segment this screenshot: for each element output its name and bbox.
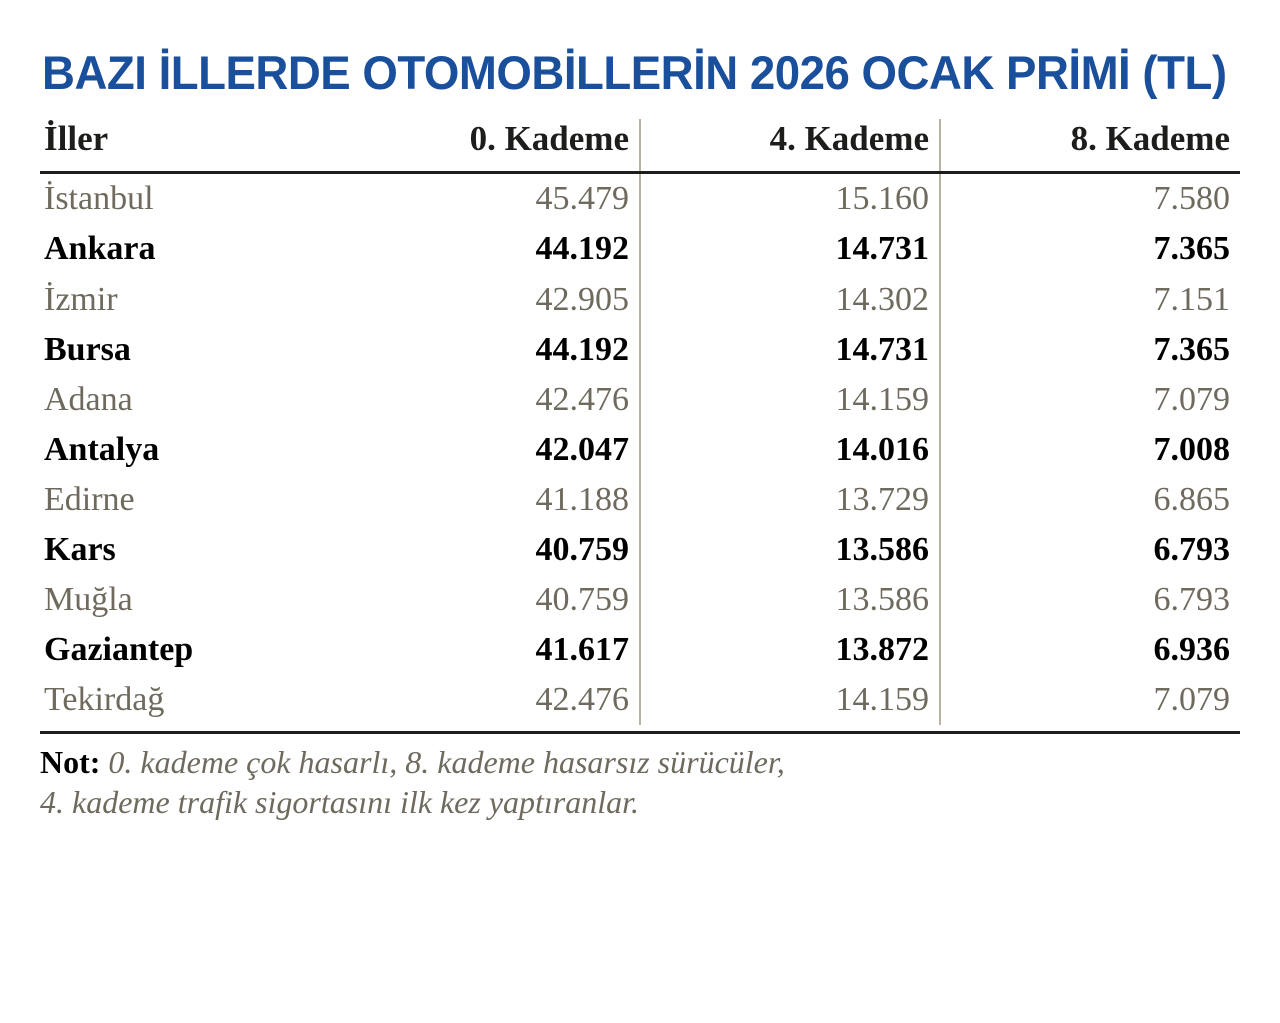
- cell-city: Edirne: [44, 480, 135, 518]
- cell-city: Muğla: [44, 580, 133, 618]
- cell-city: Bursa: [44, 330, 131, 368]
- cell-kademe-8: 7.365: [940, 224, 1240, 274]
- cell-kademe-0: 42.905: [535, 280, 629, 318]
- cell-kademe-0: 44.192: [535, 330, 629, 368]
- cell-kademe-0: 41.617: [535, 631, 629, 669]
- footnote: [40, 742, 1240, 822]
- cell-kademe-8: 7.008: [940, 425, 1240, 475]
- cell-kademe-0: 41.188: [535, 480, 629, 518]
- cell-kademe-8: 6.793: [940, 525, 1240, 575]
- cell-kademe-0: 40.759: [535, 530, 629, 568]
- cell-kademe-8: 7.079: [940, 375, 1240, 425]
- cell-kademe-4: 14.159: [640, 675, 940, 725]
- cell-city: Kars: [44, 530, 116, 568]
- column-header-city: İller: [44, 119, 109, 159]
- page-title: BAZI İLLERDE OTOMOBİLLERİN 2026 OCAK PRİMİ (TL): [42, 46, 1227, 99]
- cell-kademe-4: 14.159: [640, 375, 940, 425]
- table-body: [40, 173, 1240, 725]
- cell-kademe-4: 15.160: [640, 173, 940, 225]
- cell-kademe-8: 7.151: [940, 275, 1240, 325]
- cell-city: İzmir: [44, 280, 118, 318]
- footnote-label: Not:: [40, 744, 101, 781]
- table-row: [40, 675, 1240, 725]
- table-row: [40, 325, 1240, 375]
- column-header-kademe-8: 8. Kademe: [940, 119, 1240, 173]
- cell-kademe-8: 7.365: [940, 325, 1240, 375]
- cell-city: Antalya: [44, 430, 160, 468]
- cell-city: Ankara: [44, 230, 156, 268]
- cell-kademe-4: 13.586: [640, 525, 940, 575]
- column-header-kademe-0: 0. Kademe: [469, 119, 629, 159]
- cell-city: Tekirdağ: [44, 681, 165, 719]
- table-row: [40, 625, 1240, 675]
- cell-kademe-0: 40.759: [535, 580, 629, 618]
- column-header-kademe-4: 4. Kademe: [640, 119, 940, 173]
- cell-kademe-0: 42.476: [535, 380, 629, 418]
- cell-kademe-4: 13.872: [640, 625, 940, 675]
- cell-kademe-4: 13.729: [640, 475, 940, 525]
- cell-city: Gaziantep: [44, 631, 194, 669]
- cell-kademe-4: 13.586: [640, 575, 940, 625]
- table-row: [40, 475, 1240, 525]
- table-row: [40, 275, 1240, 325]
- cell-kademe-0: 42.047: [535, 430, 629, 468]
- footnote-line-2: 4. kademe trafik sigortasını ilk kez yaptıranlar.: [40, 784, 640, 821]
- cell-kademe-4: 14.016: [640, 425, 940, 475]
- table-row: [40, 525, 1240, 575]
- cell-kademe-8: 6.793: [940, 575, 1240, 625]
- table-row: [40, 575, 1240, 625]
- premium-table: [40, 119, 1240, 725]
- table-header: [40, 119, 1240, 173]
- table-row: [40, 173, 1240, 225]
- table-row: [40, 224, 1240, 274]
- cell-kademe-0: 44.192: [535, 230, 629, 268]
- cell-city: İstanbul: [44, 180, 154, 218]
- cell-kademe-8: 7.079: [940, 675, 1240, 725]
- table-row: [40, 375, 1240, 425]
- cell-kademe-0: 42.476: [535, 681, 629, 719]
- cell-kademe-8: 6.865: [940, 475, 1240, 525]
- cell-kademe-0: 45.479: [535, 180, 629, 218]
- table-bottom-rule: [40, 731, 1240, 734]
- footnote-line-1: 0. kademe çok hasarlı, 8. kademe hasarsız sürücüler,: [100, 744, 785, 781]
- cell-city: Adana: [44, 380, 133, 418]
- cell-kademe-4: 14.731: [640, 325, 940, 375]
- table-header-row: [40, 119, 1240, 173]
- cell-kademe-4: 14.731: [640, 224, 940, 274]
- cell-kademe-8: 7.580: [940, 173, 1240, 225]
- cell-kademe-8: 6.936: [940, 625, 1240, 675]
- cell-kademe-4: 14.302: [640, 275, 940, 325]
- table-row: [40, 425, 1240, 475]
